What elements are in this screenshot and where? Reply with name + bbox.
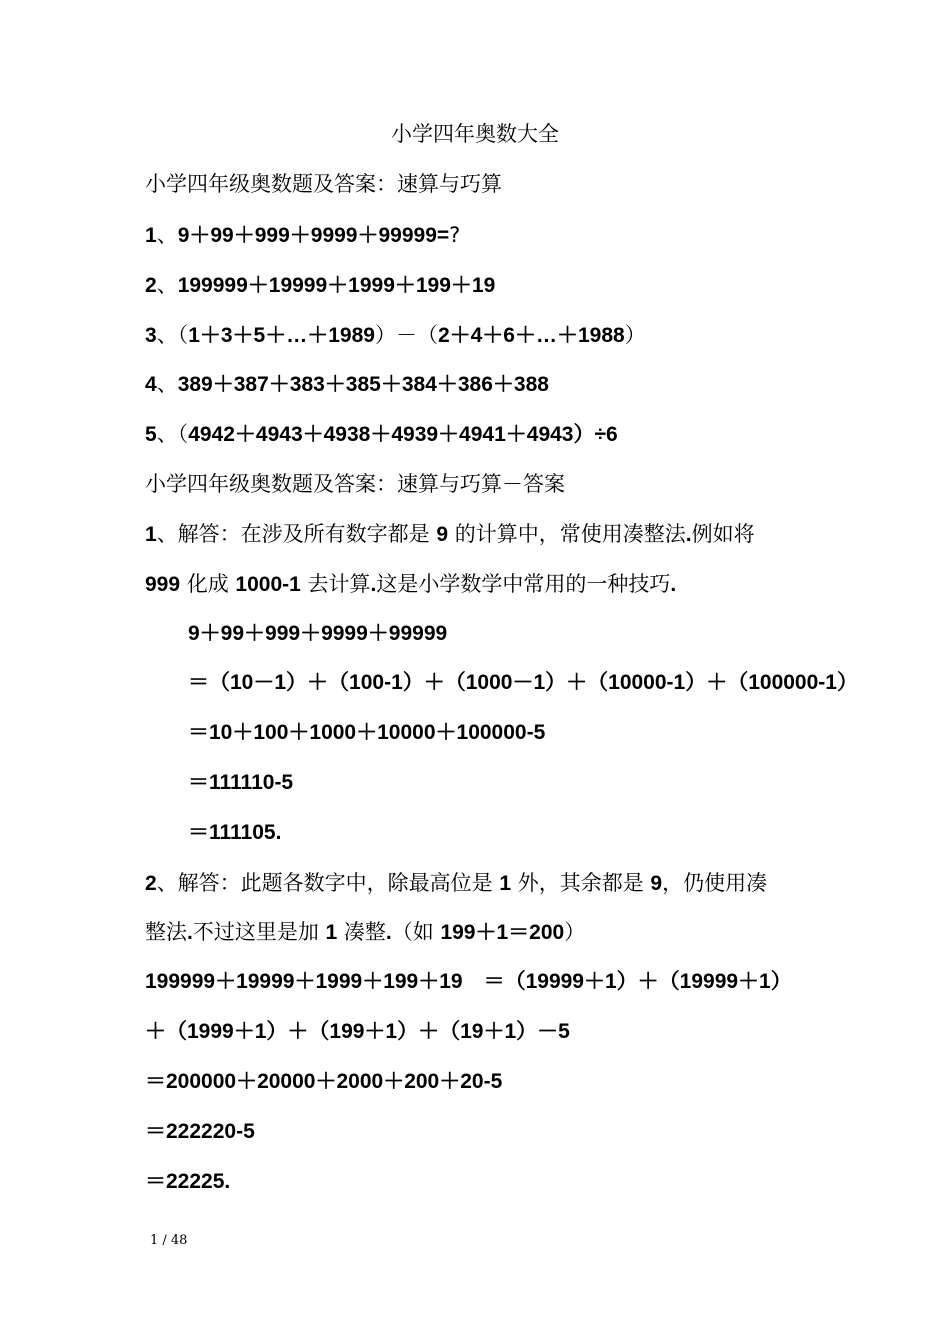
problem-expression: 199999＋19999＋1999＋199＋19 [177,274,496,297]
answer-1-text-line-2: 999 化成 1000-1 去计算.这是小学数学中常用的一种技巧. [145,572,677,596]
problem-number: 3 [145,324,157,347]
answer-1-step: ＝（10－1）＋（100-1）＋（1000－1）＋（10000-1）＋（100000-1） [188,671,858,694]
answer-2-step: ＝22225. [145,1170,231,1193]
answer-1-step: ＝111110-5 [188,771,294,794]
problem-expression: 389＋387＋383＋385＋384＋386＋388 [177,373,549,396]
section-heading-problems: 小学四年级奥数题及答案：速算与巧算 [145,172,502,196]
problem-3: 3、（1＋3＋5＋…＋1989）－（2＋4＋6＋…＋1988） [145,323,646,347]
problem-number: 1 [145,224,157,247]
answer-1-step: 9＋99＋999＋9999＋99999 [188,622,448,645]
answer-2-text-line-1: 2、解答：此题各数字中，除最高位是 1 外，其余都是 9，仍使用凑 [145,871,768,895]
problem-5: 5、（4942＋4943＋4938＋4939＋4941＋4943）÷6 [145,422,618,446]
answer-1-step: ＝111105. [188,821,282,844]
answer-2-step: 199999＋19999＋1999＋199＋19 ＝（19999＋1）＋（19999＋1） [145,970,792,993]
problem-number: 2 [145,274,157,297]
answer-1-step: ＝10＋100＋1000＋10000＋100000-5 [188,721,546,744]
answer-2-step: ＝222220-5 [145,1120,255,1143]
answer-2-step: ＝200000＋20000＋2000＋200＋20-5 [145,1070,503,1093]
problem-1: 1、9＋99＋999＋9999＋99999=? [145,223,461,247]
answer-1-text-line-1: 1、解答：在涉及所有数字都是 9 的计算中，常使用凑整法.例如将 [145,522,755,546]
problem-2: 2、199999＋19999＋1999＋199＋19 [145,273,496,297]
problem-expression: 4942＋4943＋4938＋4939＋4941＋4943 [188,423,574,446]
document-title: 小学四年奥数大全 [391,122,559,146]
section-heading-answers: 小学四年级奥数题及答案：速算与巧算－答案 [145,472,565,496]
problem-expression-2: 2＋4＋6＋…＋1988 [437,324,625,347]
answer-2-step: ＋（1999＋1）＋（199＋1）＋（19＋1）－5 [145,1020,570,1043]
answer-2-text-line-2: 整法.不过这里是加 1 凑整.（如 199＋1＝200） [145,920,586,944]
page-number: 1 / 48 [150,1233,188,1248]
problem-expression: 9＋99＋999＋9999＋99999= [177,224,450,247]
problem-4: 4、389＋387＋383＋385＋384＋386＋388 [145,372,549,396]
problem-number: 5 [145,423,157,446]
problem-number: 4 [145,373,157,396]
problem-expression: 1＋3＋5＋…＋1989 [188,324,375,347]
